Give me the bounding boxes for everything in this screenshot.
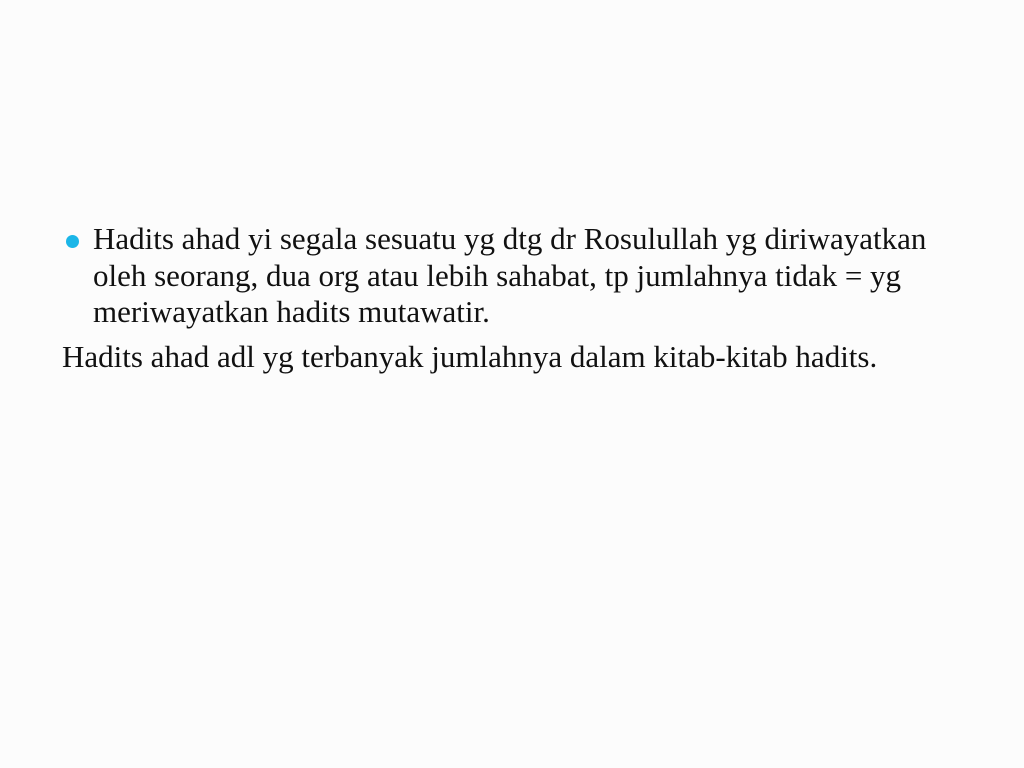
bullet-item [62,221,972,331]
body-paragraph: Hadits ahad adl yg terbanyak jumlahnya dalam kitab-kitab hadits. [62,338,878,374]
bullet-item-text: Hadits ahad yi segala sesuatu yg dtg dr Rosulullah yg diriwayatkan oleh seorang, dua org atau lebih sahabat, tp jumlahnya tidak = yg meriwayatkan hadits mutawatir. [93,221,927,330]
slide-body [62,221,972,375]
bullet-dot-icon [66,235,79,248]
